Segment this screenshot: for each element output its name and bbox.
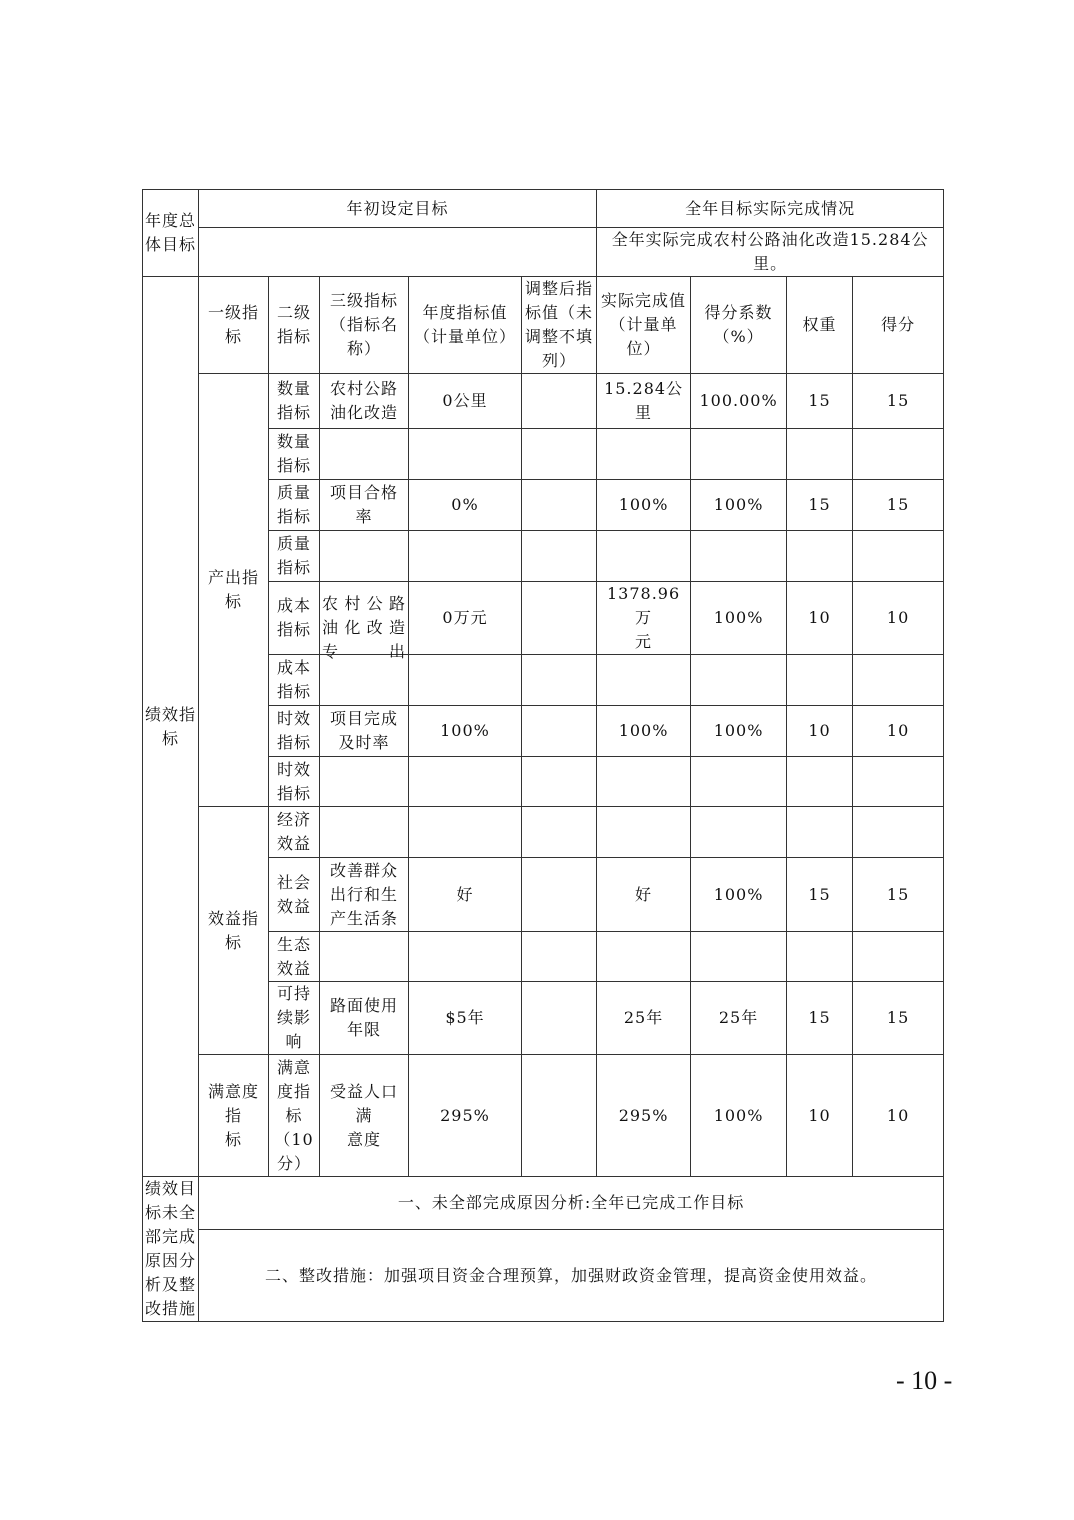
row-coef: [691, 807, 787, 858]
row-score: [853, 932, 944, 982]
row-coef: [691, 932, 787, 982]
row-weight: [787, 531, 853, 582]
row-score: 15: [853, 480, 944, 531]
row-level3: 农村公路 油化改造: [320, 374, 409, 429]
row-level2: 经济 效益: [269, 807, 320, 858]
row-weight: 10: [787, 582, 853, 655]
row-score: 15: [853, 858, 944, 932]
header-level1: 一级指 标: [199, 277, 269, 374]
row-level2: 可持 续影 响: [269, 982, 320, 1055]
group-satisfaction: 满意度 指 标: [199, 1055, 269, 1177]
row-score: [853, 429, 944, 480]
row-level3: 受益人口 满 意度: [320, 1055, 409, 1177]
row-level3: [320, 531, 409, 582]
row-adjusted: [522, 582, 597, 655]
row-level2: 时效 指标: [269, 757, 320, 807]
row-actual: 25年: [597, 982, 691, 1055]
header-score-coef: 得分系数 （%）: [691, 277, 787, 374]
row-coef: 100%: [691, 582, 787, 655]
row-coef: [691, 429, 787, 480]
row-level3: 农村公路 油化改造 专出: [320, 582, 409, 655]
row-coef: 25年: [691, 982, 787, 1055]
row-coef: [691, 531, 787, 582]
analysis-label: 绩效目 标未全 部完成 原因分 析及整 改措施: [143, 1177, 199, 1322]
row-actual: [597, 531, 691, 582]
row-adjusted: [522, 480, 597, 531]
row-annual: [409, 429, 522, 480]
row-actual: 100%: [597, 706, 691, 757]
row-annual: 0%: [409, 480, 522, 531]
row-annual: 0万元: [409, 582, 522, 655]
page-number: - 10 -: [896, 1366, 953, 1395]
actual-completion-value: 全年实际完成农村公路油化改造15.284公里。: [597, 228, 944, 277]
row-score: [853, 757, 944, 807]
row-level3: 路面使用 年限: [320, 982, 409, 1055]
row-actual: [597, 757, 691, 807]
row-level3: [320, 429, 409, 480]
row-score: [853, 655, 944, 706]
actual-completion-header: 全年目标实际完成情况: [597, 190, 944, 228]
row-adjusted: [522, 982, 597, 1055]
header-level2: 二级 指标: [269, 277, 320, 374]
overall-goal-label: 年度总 体目标: [143, 190, 199, 277]
row-coef: 100%: [691, 706, 787, 757]
row-level3: [320, 932, 409, 982]
row-weight: [787, 429, 853, 480]
header-level3: 三级指标 （指标名 称）: [320, 277, 409, 374]
row-weight: 15: [787, 858, 853, 932]
row-annual: [409, 807, 522, 858]
row-adjusted: [522, 374, 597, 429]
header-score: 得分: [853, 277, 944, 374]
row-level3: 改善群众 出行和生 产生活条: [320, 858, 409, 932]
row-adjusted: [522, 706, 597, 757]
row-coef: 100%: [691, 480, 787, 531]
row-annual: 0公里: [409, 374, 522, 429]
row-level2: 数量 指标: [269, 374, 320, 429]
row-coef: 100%: [691, 858, 787, 932]
table-row: [143, 807, 944, 858]
row-level2: 满意 度指 标 （10 分）: [269, 1055, 320, 1177]
analysis-reason: 一、未全部完成原因分析:全年已完成工作目标: [199, 1177, 944, 1230]
row-annual: 295%: [409, 1055, 522, 1177]
row-weight: 10: [787, 706, 853, 757]
set-target-header: 年初设定目标: [199, 190, 597, 228]
row-adjusted: [522, 1055, 597, 1177]
row-weight: [787, 655, 853, 706]
row-score: [853, 531, 944, 582]
group-output: 产出指 标: [199, 374, 269, 807]
row-level2: 时效 指标: [269, 706, 320, 757]
row-level2: 成本 指标: [269, 655, 320, 706]
row-weight: 10: [787, 1055, 853, 1177]
row-level2: 社会 效益: [269, 858, 320, 932]
row-actual: 295%: [597, 1055, 691, 1177]
row-adjusted: [522, 757, 597, 807]
table-row: [143, 374, 944, 429]
row-annual: [409, 531, 522, 582]
row-annual: 好: [409, 858, 522, 932]
row-level2: 成本 指标: [269, 582, 320, 655]
row-level2: 质量 指标: [269, 480, 320, 531]
row-coef: 100.00%: [691, 374, 787, 429]
row-score: 15: [853, 982, 944, 1055]
row-adjusted: [522, 655, 597, 706]
row-level2: 数量 指标: [269, 429, 320, 480]
row-adjusted: [522, 531, 597, 582]
header-adjusted-value: 调整后指 标值（未 调整不填 列）: [522, 277, 597, 374]
table-row: [143, 1055, 944, 1177]
row-level2: 质量 指标: [269, 531, 320, 582]
row-score: 10: [853, 706, 944, 757]
row-weight: [787, 807, 853, 858]
row-weight: 15: [787, 982, 853, 1055]
row-actual: 1378.96万 元: [597, 582, 691, 655]
row-annual: 100%: [409, 706, 522, 757]
header-annual-value: 年度指标值 （计量单位）: [409, 277, 522, 374]
row-annual: $5年: [409, 982, 522, 1055]
indicators-label: 绩效指 标: [143, 277, 199, 1177]
row-actual: [597, 932, 691, 982]
row-actual: 100%: [597, 480, 691, 531]
row-actual: 15.284公 里: [597, 374, 691, 429]
row-level3: 项目合格 率: [320, 480, 409, 531]
analysis-measures: 二、整改措施：加强项目资金合理预算，加强财政资金管理，提高资金使用效益。: [199, 1230, 944, 1322]
row-actual: [597, 807, 691, 858]
row-adjusted: [522, 429, 597, 480]
row-actual: [597, 655, 691, 706]
row-weight: 15: [787, 480, 853, 531]
row-actual: [597, 429, 691, 480]
row-adjusted: [522, 858, 597, 932]
group-benefit: 效益指 标: [199, 807, 269, 1055]
row-adjusted: [522, 932, 597, 982]
row-score: [853, 807, 944, 858]
row-adjusted: [522, 807, 597, 858]
row-score: 10: [853, 1055, 944, 1177]
row-weight: [787, 932, 853, 982]
performance-table: [142, 189, 944, 1322]
row-annual: [409, 757, 522, 807]
row-score: 15: [853, 374, 944, 429]
row-level3: [320, 807, 409, 858]
row-coef: [691, 757, 787, 807]
row-level2: 生态 效益: [269, 932, 320, 982]
row-coef: 100%: [691, 1055, 787, 1177]
row-actual: 好: [597, 858, 691, 932]
row-weight: 15: [787, 374, 853, 429]
header-weight: 权重: [787, 277, 853, 374]
row-score: 10: [853, 582, 944, 655]
set-target-value: [199, 228, 597, 277]
row-coef: [691, 655, 787, 706]
row-weight: [787, 757, 853, 807]
row-annual: [409, 655, 522, 706]
row-level3: 项目完成 及时率: [320, 706, 409, 757]
header-actual-value: 实际完成值 （计量单 位）: [597, 277, 691, 374]
row-level3: [320, 757, 409, 807]
row-annual: [409, 932, 522, 982]
